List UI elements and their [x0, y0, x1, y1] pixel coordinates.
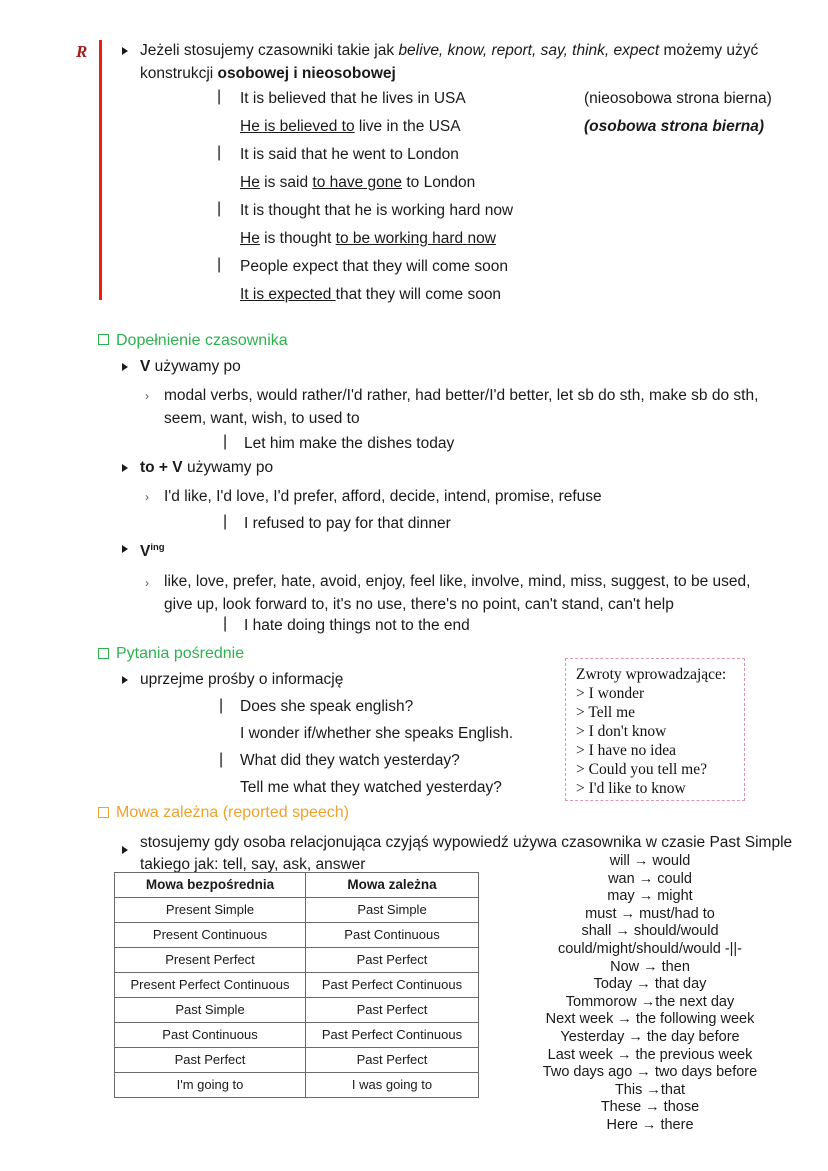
table-header-row — [115, 873, 479, 898]
passive-impersonal-note-1: (nieosobowa strona bierna) — [584, 90, 772, 107]
label-v-ing-group — [140, 537, 165, 563]
table-cell-reported: Past Perfect — [306, 948, 479, 973]
table-row — [115, 1073, 479, 1098]
example-pipe-1: | — [217, 88, 222, 105]
transformation-item: These → those — [600, 1099, 700, 1116]
example-pipe-4: | — [217, 256, 222, 273]
passive-intro-text — [140, 39, 785, 85]
intro-phrases-title: Zwroty wprowadzające: — [576, 666, 727, 683]
table-cell-direct: Present Continuous — [115, 923, 306, 948]
transformation-item: Last week → the previous week — [547, 1046, 753, 1063]
table-cell-reported: Past Perfect — [306, 1048, 479, 1073]
transformation-item: Now → then — [610, 958, 690, 975]
indirect-direct-1: Does she speak english? — [240, 698, 414, 715]
label-v-bold: V — [140, 358, 151, 375]
v-ing-items-list: like, love, prefer, hate, avoid, enjoy, feel like, involve, mind, miss, suggest, to be used, give up, look forward to, it's no use, there's no point, can't stand, can't help — [164, 573, 751, 613]
passive-personal-1-underlined: He is believed to — [240, 118, 355, 135]
label-v-ing-bold: V — [140, 543, 151, 561]
transformation-item: This →that — [614, 1081, 686, 1098]
transformation-item: Today → that day — [593, 976, 707, 993]
intro-phrase-item: > Could you tell me? — [576, 761, 708, 778]
table-header-direct: Mowa bezpośrednia — [115, 873, 306, 898]
table-cell-reported: Past Continuous — [306, 923, 479, 948]
passive-impersonal-1: It is believed that he lives in USA — [240, 90, 466, 107]
passive-impersonal-4: People expect that they will come soon — [240, 258, 508, 275]
passive-personal-2-p1: is said — [259, 174, 313, 191]
transformation-item: Tommorow →the next day — [565, 993, 735, 1010]
reported-speech-transformations — [500, 853, 800, 1135]
passive-personal-4-p0: It is expected — [240, 286, 336, 303]
bullet-triangle-reported-speech-sub — [122, 846, 128, 854]
example-pipe-3: | — [217, 200, 222, 217]
label-v-ing-sup: ing — [150, 542, 165, 553]
table-cell-reported: Past Simple — [306, 898, 479, 923]
passive-personal-4-p1: that they will come soon — [335, 286, 502, 303]
transformation-item: shall → should/would — [581, 923, 719, 940]
table-row — [115, 973, 479, 998]
label-to-v-group — [140, 457, 273, 479]
red-vertical-bar — [99, 40, 102, 300]
table-cell-direct: I'm going to — [115, 1073, 306, 1098]
passive-intro-bold: osobowej i nieosobowej — [217, 65, 396, 82]
v-example-text: Let him make the dishes today — [244, 435, 455, 452]
reported-speech-sub: stosujemy gdy osoba relacjonująca czyjąś wypowiedź używa czasownika w czasie Past Simple takiego jak: tell, say, ask, answer — [140, 834, 793, 873]
bullet-chevron-v-items: › — [145, 389, 149, 403]
table-row — [115, 998, 479, 1023]
passive-personal-2-p0: He — [240, 174, 260, 191]
reported-speech-table — [114, 872, 479, 1098]
v-example-pipe: | — [223, 433, 228, 450]
passive-personal-1 — [240, 116, 461, 138]
transformation-item: must → must/had to — [585, 905, 715, 922]
passive-personal-2 — [240, 172, 475, 194]
indirect-indirect-2: Tell me what they watched yesterday? — [240, 779, 502, 796]
passive-personal-3-p1: is thought — [259, 230, 336, 247]
table-cell-reported: Past Perfect — [306, 998, 479, 1023]
bullet-triangle-to-v — [122, 464, 128, 472]
passive-impersonal-2: It is said that he went to London — [240, 146, 459, 163]
indirect-pipe-2: | — [219, 751, 224, 768]
to-v-example-pipe: | — [223, 513, 228, 530]
table-header-reported: Mowa zależna — [306, 873, 479, 898]
to-v-items-list: I'd like, I'd love, I'd prefer, afford, decide, intend, promise, refuse — [164, 488, 602, 505]
table-row — [115, 948, 479, 973]
intro-phrase-item: > Tell me — [576, 704, 636, 721]
label-to-v-bold: to + V — [140, 459, 183, 476]
passive-impersonal-3: It is thought that he is working hard now — [240, 202, 514, 219]
label-v-rest: używamy po — [150, 358, 241, 375]
table-cell-direct: Present Perfect Continuous — [115, 973, 306, 998]
v-items-list: modal verbs, would rather/I'd rather, had better/I'd better, let sb do sth, make sb do sth, seem, want, wish, to used to — [164, 387, 759, 427]
passive-personal-2-p3: to London — [402, 174, 476, 191]
bullet-chevron-to-v-items: › — [145, 490, 149, 504]
indirect-indirect-1: I wonder if/whether she speaks English. — [240, 725, 514, 742]
table-row — [115, 1023, 479, 1048]
bullet-triangle-passive-intro — [122, 47, 128, 55]
table-cell-reported: Past Perfect Continuous — [306, 1023, 479, 1048]
transformation-item: Two days ago → two days before — [542, 1064, 758, 1081]
table-cell-direct: Present Simple — [115, 898, 306, 923]
bullet-chevron-v-ing-items: › — [145, 576, 149, 590]
passive-personal-1-rest: live in the USA — [354, 118, 461, 135]
bullet-triangle-v-ing — [122, 545, 128, 553]
transformation-item: could/might/should/would -||- — [557, 940, 743, 957]
passive-intro-pre: Jeżeli stosujemy czasowniki takie jak — [140, 42, 399, 59]
transformation-item: Here → there — [606, 1116, 694, 1133]
transformation-item: will → would — [609, 853, 691, 869]
passive-personal-3-p2: to be working hard now — [335, 230, 496, 247]
intro-phrases-box-content — [576, 665, 726, 798]
passive-personal-3-p0: He — [240, 230, 260, 247]
table-cell-direct: Past Continuous — [115, 1023, 306, 1048]
intro-phrase-item: > I'd like to know — [576, 780, 686, 797]
example-pipe-2: | — [217, 144, 222, 161]
table-row — [115, 1048, 479, 1073]
checkbox-icon-indirect-questions — [98, 648, 109, 659]
v-ing-example-pipe: | — [223, 615, 228, 632]
table-cell-direct: Past Perfect — [115, 1048, 306, 1073]
red-r-marker: R — [76, 42, 88, 61]
v-ing-example-text: I hate doing things not to the end — [244, 617, 470, 634]
passive-intro-mid: możemy użyć konstrukcji — [140, 42, 759, 82]
passive-personal-3 — [240, 228, 496, 250]
indirect-direct-2: What did they watch yesterday? — [240, 752, 460, 769]
passive-personal-note-1: (osobowa strona bierna) — [584, 118, 764, 135]
heading-verb-complement: Dopełnienie czasownika — [116, 332, 288, 349]
intro-phrases-box — [565, 658, 745, 801]
passive-personal-4 — [240, 284, 501, 306]
label-to-v-rest: używamy po — [182, 459, 274, 476]
transformation-item: Yesterday → the day before — [560, 1028, 740, 1045]
table-row — [115, 923, 479, 948]
indirect-pipe-1: | — [219, 697, 224, 714]
bullet-triangle-polite-requests — [122, 676, 128, 684]
checkbox-icon-reported-speech — [98, 807, 109, 818]
indirect-questions-sub: uprzejme prośby o informację — [140, 671, 344, 688]
to-v-example-text: I refused to pay for that dinner — [244, 515, 451, 532]
transformation-item: wan → could — [608, 870, 692, 887]
table-cell-reported: I was going to — [306, 1073, 479, 1098]
checkbox-icon-verb-complement — [98, 334, 109, 345]
heading-reported-speech: Mowa zależna (reported speech) — [116, 804, 350, 821]
passive-personal-2-p2: to have gone — [312, 174, 403, 191]
table-cell-reported: Past Perfect Continuous — [306, 973, 479, 998]
heading-indirect-questions: Pytania pośrednie — [116, 645, 245, 662]
transformation-item: may → might — [607, 888, 693, 905]
transformation-item: Next week → the following week — [545, 1011, 755, 1028]
table-cell-direct: Present Perfect — [115, 948, 306, 973]
intro-phrase-item: > I have no idea — [576, 742, 676, 759]
table-row — [115, 898, 479, 923]
table-cell-direct: Past Simple — [115, 998, 306, 1023]
label-v-group — [140, 356, 241, 378]
intro-phrase-item: > I wonder — [576, 685, 645, 702]
passive-intro-verbs: belive, know, report, say, think, expect — [398, 42, 660, 59]
intro-phrase-item: > I don't know — [576, 723, 667, 740]
bullet-triangle-v — [122, 363, 128, 371]
